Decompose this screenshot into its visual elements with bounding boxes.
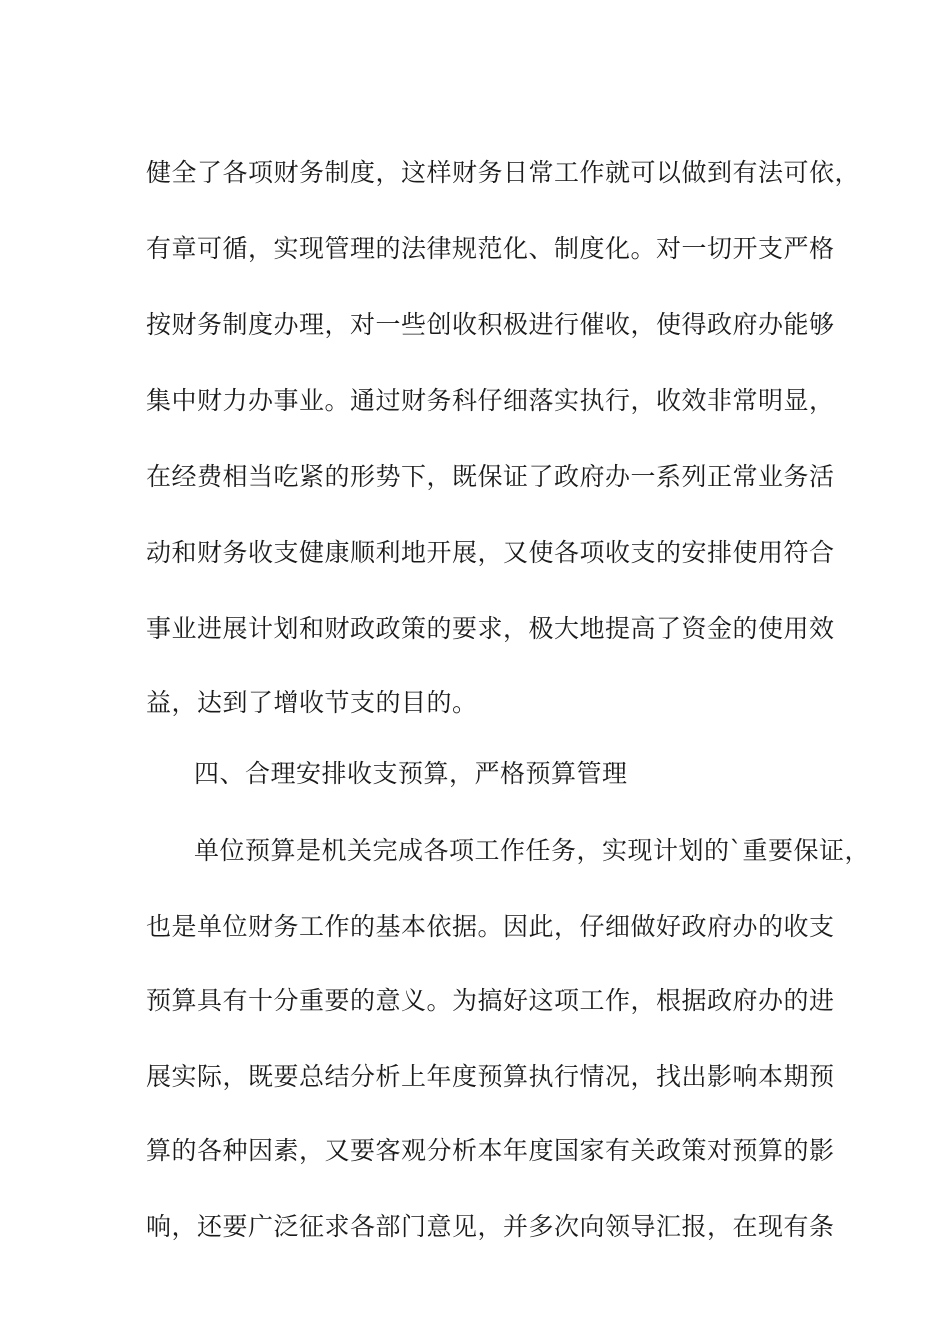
- paragraph-line: 事业进展计划和财政政策的要求，极大地提高了资金的使用效: [146, 614, 835, 643]
- paragraph-line: 单位预算是机关完成各项工作任务，实现计划的`重要保证，: [194, 836, 871, 865]
- paragraph-line: 集中财力办事业。通过财务科仔细落实执行，收效非常明显，: [146, 386, 835, 415]
- paragraph-line: 在经费相当吃紧的形势下，既保证了政府办一系列正常业务活: [146, 462, 835, 491]
- paragraph-line: 有章可循，实现管理的法律规范化、制度化。对一切开支严格: [146, 234, 835, 263]
- paragraph-line: 也是单位财务工作的基本依据。因此，仔细做好政府办的收支: [146, 912, 835, 941]
- paragraph-line: 按财务制度办理，对一些创收积极进行催收，使得政府办能够: [146, 310, 835, 339]
- paragraph-line: 算的各种因素，又要客观分析本年度国家有关政策对预算的影: [146, 1136, 835, 1165]
- paragraph-line: 健全了各项财务制度，这样财务日常工作就可以做到有法可依，: [146, 158, 861, 187]
- section-heading: 四、合理安排收支预算，严格预算管理: [194, 759, 628, 788]
- paragraph-line: 动和财务收支健康顺利地开展，又使各项收支的安排使用符合: [146, 538, 835, 567]
- paragraph-line: 响，还要广泛征求各部门意见，并多次向领导汇报，在现有条: [146, 1212, 835, 1241]
- paragraph-line: 预算具有十分重要的意义。为搞好这项工作，根据政府办的进: [146, 986, 835, 1015]
- paragraph-line: 益，达到了增收节支的目的。: [146, 688, 478, 717]
- paragraph-line: 展实际，既要总结分析上年度预算执行情况，找出影响本期预: [146, 1062, 835, 1091]
